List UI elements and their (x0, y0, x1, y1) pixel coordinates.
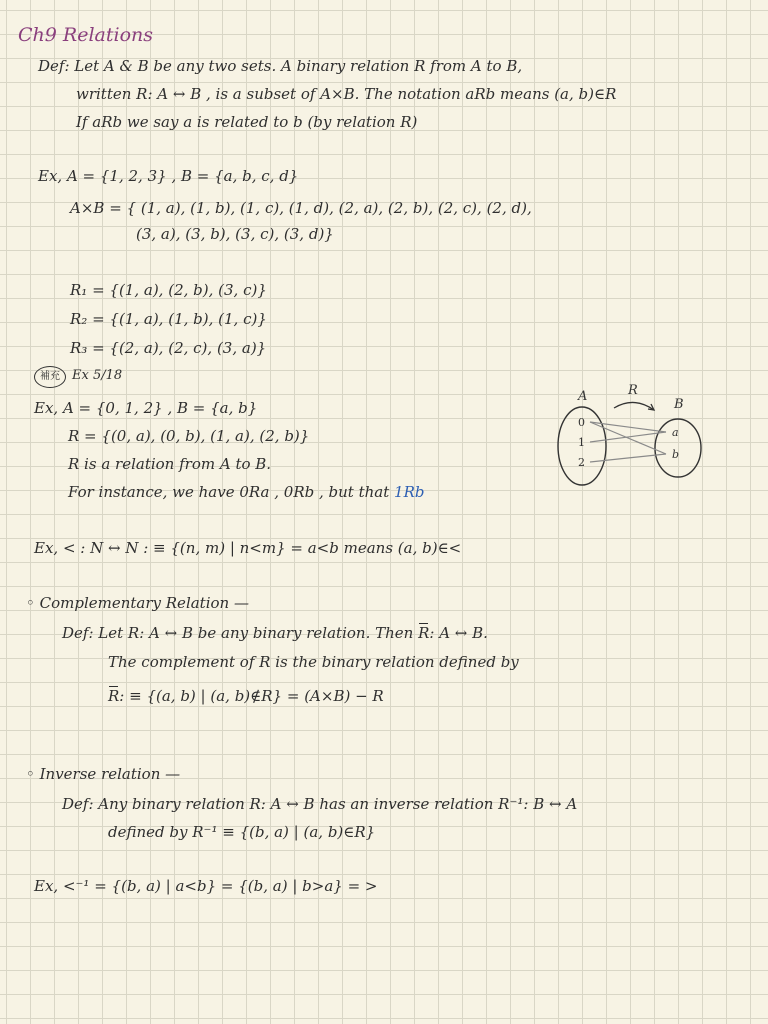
example1-product-line-1: A×B = { (1, a), (1, b), (1, c), (1, d), (2, a), (2, b), (2, c), (2, d), (70, 199, 532, 217)
page-title: Ch9 Relations (18, 24, 153, 46)
inverse-def-line-1: Def: Any binary relation R: A ↔ B has an inverse relation R⁻¹: B ↔ A (62, 795, 578, 813)
inverse-example: Ex, <⁻¹ = {(b, a) | a<b} = {(b, a) | b>a} = > (34, 877, 378, 895)
relation-r-label: R (628, 383, 638, 398)
complementary-def-pre: Def: Let R: A ↔ B be any binary relation. Then (62, 624, 419, 642)
relation-diagram (550, 380, 720, 500)
relation-edge (590, 454, 666, 462)
example2-instance-text: For instance, we have 0Ra , 0Rb , but that (68, 483, 395, 501)
set-a-label: A (578, 389, 588, 404)
relation-r3: R₃ = {(2, a), (2, c), (3, a)} (70, 339, 267, 357)
example2-sets: Ex, A = {0, 1, 2} , B = {a, b} (34, 399, 258, 417)
relation-arrow (614, 402, 654, 410)
complementary-def-line-1 (62, 623, 488, 643)
supplement-stamp: 補充 (34, 366, 66, 388)
set-a-element: 0 (578, 416, 585, 429)
complement-symbol-2: R (108, 687, 120, 705)
example2-statement: R is a relation from A to B. (68, 455, 272, 473)
complementary-def-line-3 (108, 686, 384, 706)
relation-r2: R₂ = {(1, a), (1, b), (1, c)} (70, 310, 267, 328)
set-b-element: a (672, 426, 679, 439)
complementary-def-line-2: The complement of R is the binary relation defined by (108, 653, 519, 671)
example2-struck-relation: 1Rb (394, 483, 425, 501)
relation-edge (590, 432, 666, 442)
definition-line-3: If aRb we say a is related to b (by relation R) (76, 113, 418, 131)
inverse-heading: ◦ Inverse relation — (26, 765, 181, 783)
set-b-label: B (674, 397, 684, 412)
set-b-element: b (672, 448, 680, 461)
definition-line-1: Def: Let A & B be any two sets. A binary relation R from A to B, (38, 57, 523, 75)
example2-relation: R = {(0, a), (0, b), (1, a), (2, b)} (68, 427, 310, 445)
relation-edges (590, 422, 666, 462)
supplement-note: Ex 5/18 (72, 368, 123, 383)
set-a-elements (578, 416, 585, 469)
complementary-def-post: : A ↔ B. (429, 624, 488, 642)
set-a-element: 1 (578, 436, 585, 449)
set-b-elements (672, 426, 679, 461)
set-a-element: 2 (578, 456, 585, 469)
example1-sets: Ex, A = {1, 2, 3} , B = {a, b, c, d} (38, 167, 299, 185)
relation-r1: R₁ = {(1, a), (2, b), (3, c)} (70, 281, 267, 299)
definition-line-2: written R: A ↔ B , is a subset of A×B. The notation aRb means (a, b)∈R (76, 85, 617, 103)
complementary-formula: : ≡ {(a, b) | (a, b)∉R} = (A×B) − R (119, 687, 384, 705)
complement-symbol: R (418, 624, 430, 642)
example3: Ex, < : N ↔ N : ≡ {(n, m) | n<m} = a<b means (a, b)∈< (34, 539, 462, 557)
complementary-heading: ◦ Complementary Relation — (26, 594, 249, 612)
example1-product-line-2: (3, a), (3, b), (3, c), (3, d)} (136, 225, 334, 243)
example2-instance (68, 482, 424, 502)
inverse-def-line-2: defined by R⁻¹ ≡ {(b, a) | (a, b)∈R} (108, 823, 376, 841)
